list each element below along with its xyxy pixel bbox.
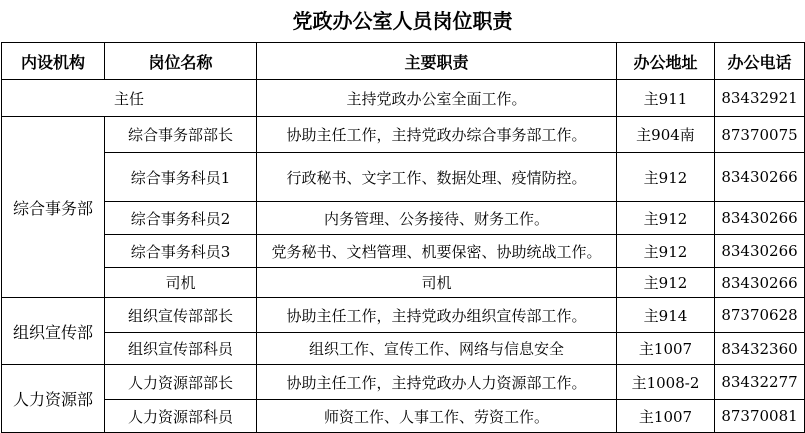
office-cell: 主912 bbox=[617, 153, 715, 202]
table-row bbox=[2, 365, 805, 400]
position-cell: 司机 bbox=[105, 268, 257, 298]
phone-cell: 83432277 bbox=[715, 365, 805, 400]
table-row bbox=[2, 268, 805, 298]
phone-cell: 83432360 bbox=[715, 333, 805, 365]
position-cell: 人力资源部部长 bbox=[105, 365, 257, 400]
office-cell: 主914 bbox=[617, 298, 715, 333]
table-row bbox=[2, 117, 805, 153]
position-cell: 综合事务部部长 bbox=[105, 117, 257, 153]
duties-table bbox=[1, 42, 805, 433]
department-cell: 人力资源部 bbox=[2, 365, 105, 433]
table-row bbox=[2, 80, 805, 117]
phone-cell: 83430266 bbox=[715, 202, 805, 235]
phone-cell: 83430266 bbox=[715, 153, 805, 202]
duties-cell: 协助主任工作，主持党政办组织宣传部工作。 bbox=[257, 298, 617, 333]
header-phone: 办公电话 bbox=[715, 43, 805, 80]
duties-cell: 协助主任工作，主持党政办综合事务部工作。 bbox=[257, 117, 617, 153]
header-department: 内设机构 bbox=[2, 43, 105, 80]
office-cell: 主912 bbox=[617, 202, 715, 235]
table-row bbox=[2, 333, 805, 365]
duties-cell: 主持党政办公室全面工作。 bbox=[257, 80, 617, 117]
header-office: 办公地址 bbox=[617, 43, 715, 80]
duties-cell: 协助主任工作，主持党政办人力资源部工作。 bbox=[257, 365, 617, 400]
duties-cell: 组织工作、宣传工作、网络与信息安全 bbox=[257, 333, 617, 365]
department-cell: 组织宣传部 bbox=[2, 298, 105, 365]
table-row bbox=[2, 153, 805, 202]
duties-cell: 党务秘书、文档管理、机要保密、协助统战工作。 bbox=[257, 235, 617, 268]
duties-cell: 行政秘书、文字工作、数据处理、疫情防控。 bbox=[257, 153, 617, 202]
header-position: 岗位名称 bbox=[105, 43, 257, 80]
table-row bbox=[2, 298, 805, 333]
office-cell: 主904南 bbox=[617, 117, 715, 153]
duties-cell: 内务管理、公务接待、财务工作。 bbox=[257, 202, 617, 235]
phone-cell: 83430266 bbox=[715, 268, 805, 298]
position-cell: 人力资源部科员 bbox=[105, 400, 257, 433]
phone-cell: 87370075 bbox=[715, 117, 805, 153]
office-cell: 主1007 bbox=[617, 333, 715, 365]
position-cell: 组织宣传部部长 bbox=[105, 298, 257, 333]
header-duties: 主要职责 bbox=[257, 43, 617, 80]
phone-cell: 87370081 bbox=[715, 400, 805, 433]
table-row bbox=[2, 202, 805, 235]
phone-cell: 83430266 bbox=[715, 235, 805, 268]
header-row bbox=[2, 43, 805, 80]
position-cell: 主任 bbox=[2, 80, 257, 117]
phone-cell: 83432921 bbox=[715, 80, 805, 117]
position-cell: 综合事务科员1 bbox=[105, 153, 257, 202]
duties-cell: 司机 bbox=[257, 268, 617, 298]
duties-cell: 师资工作、人事工作、劳资工作。 bbox=[257, 400, 617, 433]
office-cell: 主911 bbox=[617, 80, 715, 117]
office-cell: 主912 bbox=[617, 268, 715, 298]
position-cell: 组织宣传部科员 bbox=[105, 333, 257, 365]
table-row bbox=[2, 235, 805, 268]
department-cell: 综合事务部 bbox=[2, 117, 105, 298]
phone-cell: 87370628 bbox=[715, 298, 805, 333]
office-cell: 主912 bbox=[617, 235, 715, 268]
office-cell: 主1007 bbox=[617, 400, 715, 433]
page-title: 党政办公室人员岗位职责 bbox=[292, 9, 513, 33]
position-cell: 综合事务科员2 bbox=[105, 202, 257, 235]
office-cell: 主1008-2 bbox=[617, 365, 715, 400]
table-row bbox=[2, 400, 805, 433]
position-cell: 综合事务科员3 bbox=[105, 235, 257, 268]
